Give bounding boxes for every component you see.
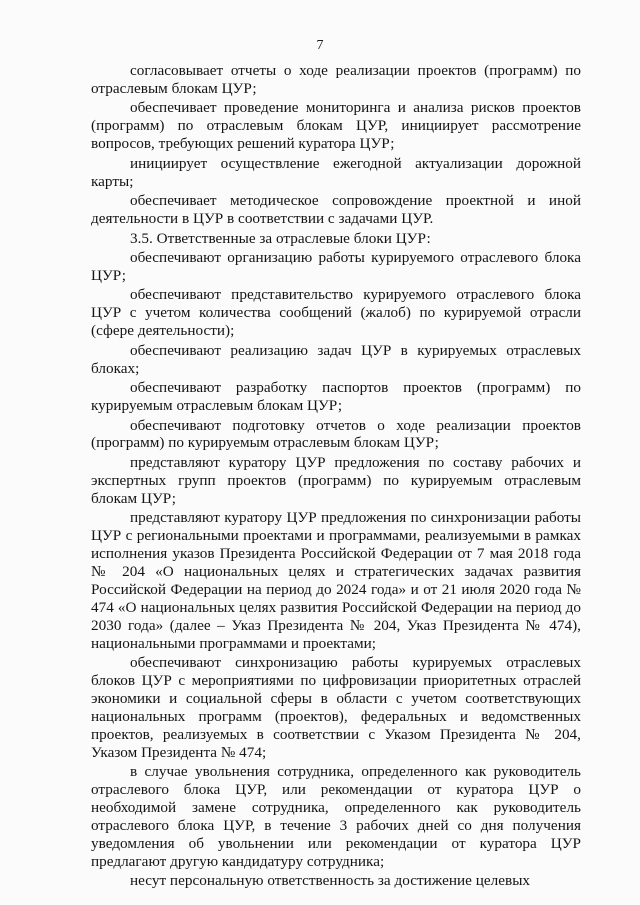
paragraph: инициирует осуществление ежегодной актуализации дорожной карты;: [91, 154, 581, 190]
paragraph: обеспечивает методическое сопровождение проектной и иной деятельности в ЦУР в соответствии с задачами ЦУР.: [91, 192, 581, 228]
paragraph: в случае увольнения сотрудника, определенного как руководитель отраслевого блока ЦУР, или рекомендации от куратора ЦУР о необходимой замене сотрудника, определенного как руководитель отраслевого блока ЦУР, в течение 3 рабочих дней со дня получения уведомления об увольнении или рекомендации от куратора ЦУР предлагают другую кандидатуру сотрудника;: [91, 763, 581, 870]
document-body: [91, 62, 581, 892]
paragraph: обеспечивают подготовку отчетов о ходе реализации проектов (программ) по курируемым отраслевым блокам ЦУР;: [91, 416, 581, 452]
paragraph: представляют куратору ЦУР предложения по составу рабочих и экспертных групп проектов (программ) по курируемым отраслевым блокам ЦУР;: [91, 453, 581, 507]
section-heading: 3.5. Ответственные за отраслевые блоки ЦУР:: [130, 229, 431, 247]
page-number: 7: [316, 38, 324, 53]
paragraph: обеспечивают представительство курируемого отраслевого блока ЦУР с учетом количества сообщений (жалоб) по курируемой отрасли (сфере деятельности);: [91, 286, 581, 340]
paragraph: обеспечивают организацию работы курируемого отраслевого блока ЦУР;: [91, 249, 581, 284]
paragraph: представляют куратору ЦУР предложения по синхронизации работы ЦУР с региональными проектами и программами, реализуемыми в рамках исполнения указов Президента Российской Федерации от 7 мая 2018 года № 204 «О национальных целях и стратегических задачах развития Российской Федерации на период до 2024 года» и от 21 июля 2020 года № 474 «О национальных целях развития Российской Федерации на период до 2030 года» (далее – Указ Президента № 204, Указ Президента № 474), национальными программами и проектами;: [91, 509, 581, 652]
paragraph: обеспечивают разработку паспортов проектов (программ) по курируемым отраслевым блокам ЦУР;: [91, 379, 581, 415]
paragraph: несут персональную ответственность за достижение целевых: [130, 872, 531, 890]
paragraph: обеспечивает проведение мониторинга и анализа рисков проектов (программ) по отраслевым блокам ЦУР, инициирует рассмотрение вопросов, требующих решений куратора ЦУР;: [91, 99, 581, 153]
paragraph: согласовывает отчеты о ходе реализации проектов (программ) по отраслевым блокам ЦУР;: [91, 62, 581, 97]
paragraph: обеспечивают реализацию задач ЦУР в курируемых отраслевых блоках;: [91, 341, 581, 377]
paragraph: обеспечивают синхронизацию работы курируемых отраслевых блоков ЦУР с мероприятиями по цифровизации приоритетных отраслей экономики и социальной сферы в области с учетом соответствующих национальных программ (проектов), федеральных и ведомственных проектов, реализуемых в соответствии с Указом Президента № 204, Указом Президента № 474;: [91, 654, 581, 761]
